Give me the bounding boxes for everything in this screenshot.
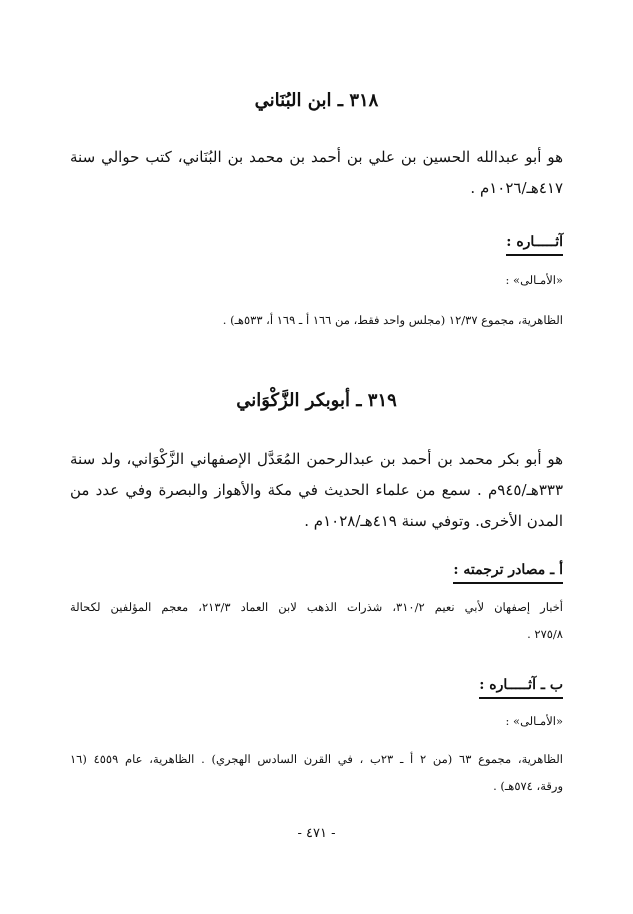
- entry-319-line-2: ٣٣٣هـ/٩٤٥م . سمع من علماء الحديث في مكة والأهواز والبصرة وفي عدد من: [70, 481, 563, 499]
- entry-318-works-line: الظاهرية، مجموع ١٢/٣٧ (مجلس واحد فقط، من ١٦٦ أ ـ ١٦٩ أ، ٥٣٣هـ) .: [222, 313, 563, 327]
- entry-319-line-1: هو أبو بكر محمد بن أحمد بن عبدالرحمن المُعَدَّل الإصفهاني الزَّكْوَاني، ولد سنة: [70, 450, 563, 468]
- entry-319-sources-line-2: ٢٧٥/٨ .: [527, 627, 563, 641]
- entry-319-sources-heading: [70, 562, 563, 584]
- entry-318-works-heading-text: آثـــــاره :: [506, 234, 563, 256]
- entry-319-works-label: «الأمـالى» :: [505, 714, 563, 728]
- page-number: - ٤٧١ -: [297, 826, 336, 841]
- entry-318-works-label: «الأمـالى» :: [505, 273, 563, 287]
- entry-319-line-3: المدن الأخرى. وتوفي سنة ٤١٩هـ/١٠٢٨م .: [304, 512, 563, 530]
- entry-318-line-1: هو أبو عبدالله الحسين بن علي بن أحمد بن محمد بن البُنَاني، كتب حوالي سنة: [70, 148, 563, 166]
- entry-318-heading: ٣١٨ ـ ابن البُنَاني: [254, 90, 379, 111]
- entry-319-works-heading: [70, 677, 563, 699]
- entry-319-works-heading-text: ب ـ آثـــــاره :: [479, 677, 563, 699]
- entry-318-works-heading: [70, 234, 563, 256]
- entry-319-sources-heading-text: أ ـ مصادر ترجمته :: [453, 562, 563, 584]
- entry-319-sources-line-1: أخبار إصفهان لأبي نعيم ٣١٠/٢، شذرات الذهب لابن العماد ٢١٣/٣، معجم المؤلفين لكحالة: [70, 600, 563, 614]
- entry-319-works-line-2: ورقة، ٥٧٤هـ) .: [493, 779, 563, 793]
- entry-319-works-line-1: الظاهرية، مجموع ٦٣ (من ٢ أ ـ ٢٣ب ، في القرن السادس الهجري) . الظاهرية، عام ٤٥٥٩ (١٦: [70, 752, 563, 766]
- entry-318-line-2: ٤١٧هـ/١٠٢٦م .: [470, 179, 563, 197]
- entry-319-heading: ٣١٩ ـ أبوبكر الزَّكْوَاني: [236, 390, 397, 411]
